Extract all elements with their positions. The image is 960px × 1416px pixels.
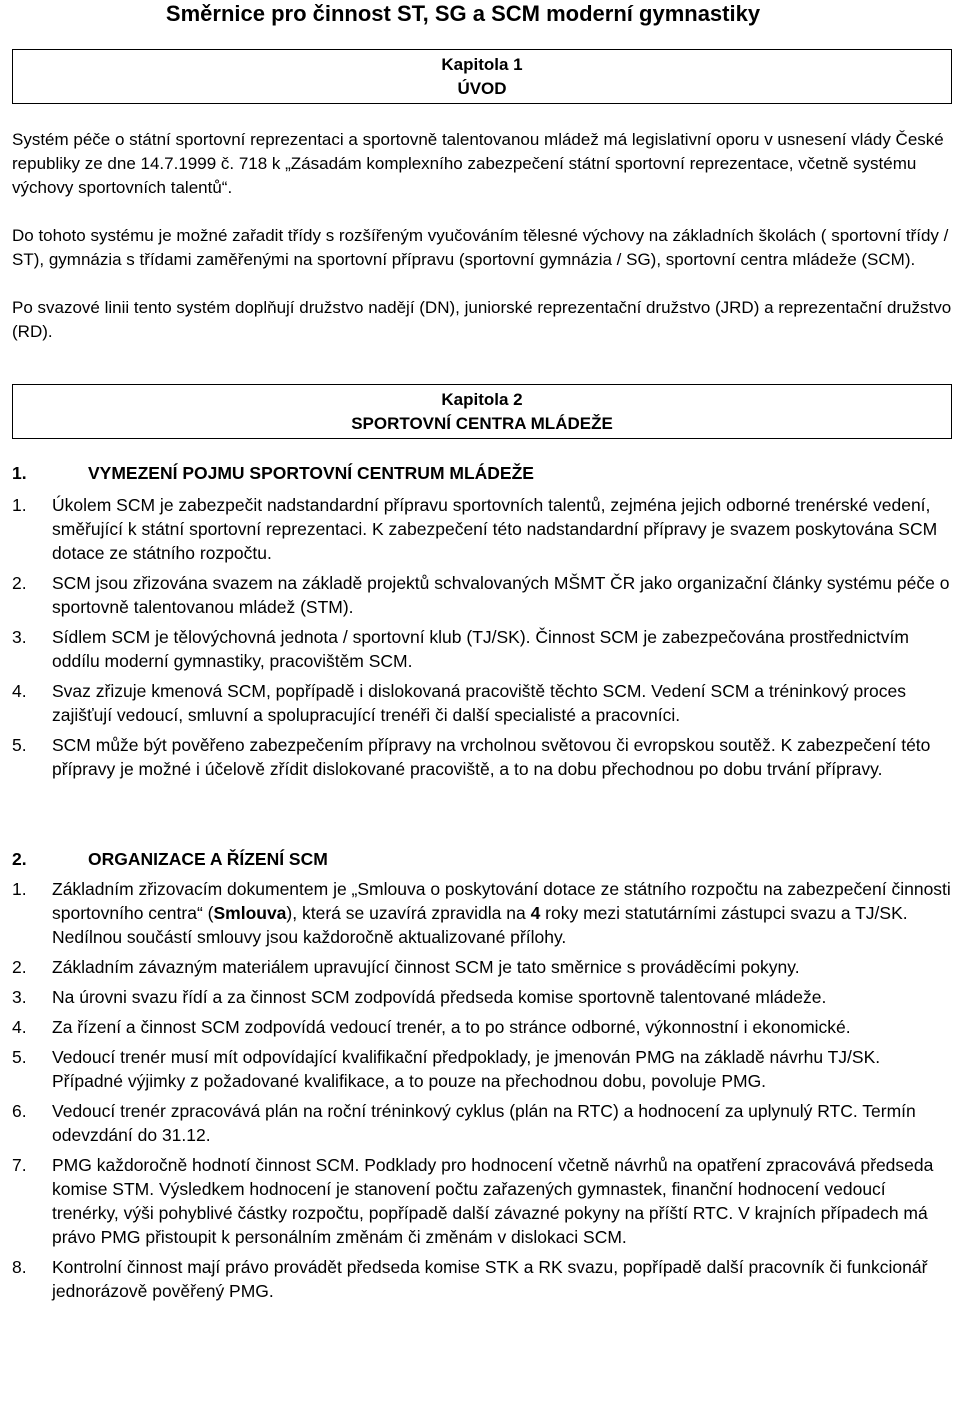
document-title: Směrnice pro činnost ST, SG a SCM moderní gymnastiky bbox=[165, 1, 761, 26]
list-item bbox=[12, 1255, 952, 1303]
list-item-number: 7. bbox=[12, 1155, 27, 1175]
list-item bbox=[12, 1153, 952, 1249]
list-item-text: Za řízení a činnost SCM zodpovídá vedoucí trenér, a to po stránce odborné, výkonnostní i ekonomické. bbox=[52, 1017, 851, 1037]
list-item-number: 3. bbox=[12, 987, 27, 1007]
list-item-text: Vedoucí trenér musí mít odpovídající kvalifikační předpoklady, je jmenován PMG na základě návrhu TJ/SK. Případné výjimky z požadované kvalifikace, a to pouze na přechodnou dobu, povoluje PMG. bbox=[52, 1047, 881, 1091]
list-item bbox=[12, 625, 952, 673]
list-item-number: 2. bbox=[12, 573, 27, 593]
list-item-text: SCM může být pověřeno zabezpečením přípravy na vrcholnou světovou či evropskou soutěž. K zabezpečení této přípravy je možné i účelově zřídit dislokované pracoviště, a to na dobu přechodnou po dobu trvání přípravy. bbox=[52, 735, 931, 779]
list-item bbox=[12, 955, 952, 979]
list-item-text: Základním závazným materiálem upravující činnost SCM je tato směrnice s prováděcími pokyny. bbox=[52, 957, 800, 977]
list-item-text: Kontrolní činnost mají právo provádět předseda komise STK a RK svazu, popřípadě další pracovník či funkcionář jednorázově pověřený PMG. bbox=[52, 1257, 928, 1301]
contract-years: 4 bbox=[530, 903, 541, 923]
smlouva-term: Smlouva bbox=[213, 903, 287, 923]
list-item bbox=[12, 733, 952, 781]
list-item bbox=[12, 1045, 952, 1093]
list-item bbox=[12, 877, 952, 949]
list-item-number: 1. bbox=[12, 495, 27, 515]
section-1-heading bbox=[12, 461, 534, 485]
list-item-number: 6. bbox=[12, 1101, 27, 1121]
list-item bbox=[12, 985, 952, 1009]
list-item-text: Na úrovni svazu řídí a za činnost SCM zodpovídá předseda komise sportovně talentované mládeže. bbox=[52, 987, 827, 1007]
section-2-heading bbox=[12, 847, 328, 871]
list-item-text: PMG každoročně hodnotí činnost SCM. Podklady pro hodnocení včetně návrhů na opatření zpracovává předseda komise STM. Výsledkem hodnocení je stanovení počtu zařazených gymnastek, finanční hodnocení vedoucí trenérky, výši pohyblivé částky rozpočtu, popřípadě další závazné pokyny na příští RTC. V krajních případech má právo PMG přistoupit k personálním změnám či změnám v dislokaci SCM. bbox=[52, 1155, 934, 1247]
list-item-text-part: Základním zřizovacím dokumentem je „Smlouva o poskytování dotace ze státního rozpočtu na zabezpečení činnosti sportovního centra“ ( bbox=[52, 879, 951, 923]
intro-paragraph-3: Po svazové linii tento systém doplňují družstvo nadějí (DN), juniorské reprezentační družstvo (JRD) a reprezentační družstvo (RD). bbox=[12, 298, 952, 341]
section-1-list bbox=[12, 493, 952, 787]
section-2-title: ORGANIZACE A ŘÍZENÍ SCM bbox=[88, 849, 328, 869]
list-item-number: 8. bbox=[12, 1257, 27, 1277]
intro-paragraph-2: Do tohoto systému je možné zařadit třídy s rozšířeným vyučováním tělesné výchovy na základních školách ( sportovní třídy / ST), gymnázia s třídami zaměřenými na sportovní přípravu (sportovní gymnázia / SG), sportovní centra mládeže (SCM). bbox=[12, 226, 949, 269]
chapter-2-title: SPORTOVNÍ CENTRA MLÁDEŽE bbox=[351, 414, 613, 433]
list-item-number: 3. bbox=[12, 627, 27, 647]
chapter-1-label: Kapitola 1 bbox=[441, 55, 523, 74]
list-item-number: 5. bbox=[12, 735, 27, 755]
list-item-number: 5. bbox=[12, 1047, 27, 1067]
list-item-text-part: roky mezi statutárními zástupci svazu a TJ/SK. Nedílnou součástí smlouvy jsou každoročně aktualizované přílohy. bbox=[52, 903, 908, 947]
list-item-text: SCM jsou zřizována svazem na základě projektů schvalovaných MŠMT ČR jako organizační články systému péče o sportovně talentovanou mládež (STM). bbox=[52, 573, 950, 617]
list-item-text-part: ), která se uzavírá zpravidla na bbox=[286, 903, 531, 923]
section-1-number: 1. bbox=[12, 463, 27, 483]
section-2-number: 2. bbox=[12, 849, 27, 869]
list-item-text: Sídlem SCM je tělovýchovná jednota / sportovní klub (TJ/SK). Činnost SCM je zabezpečována prostřednictvím oddílu moderní gymnastiky, pracovištěm SCM. bbox=[52, 627, 909, 671]
list-item-number: 1. bbox=[12, 879, 27, 899]
list-item-text bbox=[52, 879, 951, 947]
chapter-1-title: ÚVOD bbox=[457, 79, 507, 98]
chapter-2-label: Kapitola 2 bbox=[441, 390, 523, 409]
intro-paragraph-1: Systém péče o státní sportovní reprezentaci a sportovně talentovanou mládež má legislativní oporu v usnesení vlády České republiky ze dne 14.7.1999 č. 718 k „Zásadám komplexního zabezpečení státní sportovní reprezentace, včetně systému výchovy sportovních talentů“. bbox=[12, 130, 944, 197]
list-item-number: 4. bbox=[12, 1017, 27, 1037]
chapter-1-header bbox=[12, 49, 952, 104]
list-item bbox=[12, 493, 952, 565]
list-item-text: Úkolem SCM je zabezpečit nadstandardní přípravu sportovních talentů, zejména jejich odborné trenérské vedení, směřující k státní sportovní reprezentaci. K zabezpečení této nadstandardní přípravy je svazem poskytována SCM dotace ze státního rozpočtu. bbox=[52, 495, 938, 563]
list-item-number: 4. bbox=[12, 681, 27, 701]
list-item-number: 2. bbox=[12, 957, 27, 977]
list-item bbox=[12, 1099, 952, 1147]
section-2-list bbox=[12, 877, 952, 1309]
list-item bbox=[12, 571, 952, 619]
list-item-text: Vedoucí trenér zpracovává plán na roční tréninkový cyklus (plán na RTC) a hodnocení za uplynulý RTC. Termín odevzdání do 31.12. bbox=[52, 1101, 916, 1145]
list-item-text: Svaz zřizuje kmenová SCM, popřípadě i dislokovaná pracoviště těchto SCM. Vedení SCM a tréninkový proces zajišťují vedoucí, smluvní a spolupracující trenéři či další specialisté a pracovníci. bbox=[52, 681, 907, 725]
section-1-title: VYMEZENÍ POJMU SPORTOVNÍ CENTRUM MLÁDEŽE bbox=[88, 463, 534, 483]
list-item bbox=[12, 679, 952, 727]
chapter-2-header bbox=[12, 384, 952, 439]
list-item bbox=[12, 1015, 952, 1039]
